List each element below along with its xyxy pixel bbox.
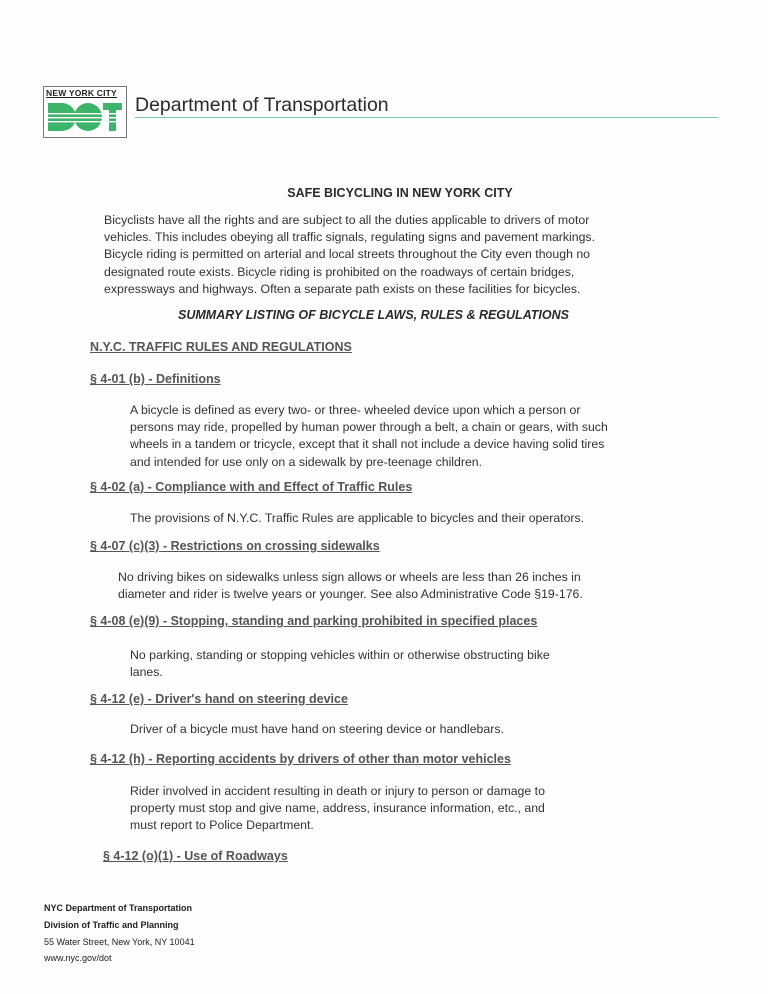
- text-line: expressways and highways. Often a separate path exists on these facilities for bicycles.: [104, 281, 581, 296]
- section-heading: § 4-02 (a) - Compliance with and Effect of Traffic Rules: [90, 480, 413, 494]
- nyc-dot-logo: [43, 86, 127, 138]
- footer-org: NYC Department of Transportation: [44, 903, 193, 913]
- section-text: [130, 402, 608, 471]
- text-line: lanes.: [130, 665, 163, 680]
- document-title: SAFE BICYCLING IN NEW YORK CITY: [287, 186, 513, 200]
- text-line: A bicycle is defined as every two- or three- wheeled device upon which a person or: [130, 403, 581, 417]
- section-text: [130, 647, 550, 681]
- section-heading: § 4-08 (e)(9) - Stopping, standing and parking prohibited in specified places: [90, 614, 538, 628]
- text-line: No parking, standing or stopping vehicles within or otherwise obstructing bike: [130, 648, 550, 662]
- footer-division: Division of Traffic and Planning: [44, 920, 179, 930]
- section-text: [130, 510, 584, 527]
- section-text: [118, 569, 583, 603]
- text-line: and intended for use only on a sidewalk by pre-teenage children.: [130, 454, 483, 469]
- text-line: Bicycle riding is permitted on arterial and local streets throughout the City even though no: [104, 247, 590, 262]
- text-line: diameter and rider is twelve years or younger. See also Administrative Code §19-176.: [118, 587, 583, 602]
- section-text: [130, 721, 504, 738]
- text-line: vehicles. This includes obeying all traffic signals, regulating signs and pavement markings.: [104, 230, 595, 245]
- text-line: wheels in a tandem or tricycle, except that it shall not include a device having solid tires: [130, 437, 605, 452]
- text-line: persons may ride, propelled by human power through a belt, a chain or gears, with such: [130, 420, 608, 435]
- section-heading: § 4-12 (o)(1) - Use of Roadways: [103, 849, 288, 863]
- footer-address: 55 Water Street, New York, NY 10041: [44, 937, 195, 947]
- intro-paragraph: [104, 212, 595, 298]
- dot-logo-icon: [48, 101, 122, 133]
- text-line: The provisions of N.Y.C. Traffic Rules are applicable to bicycles and their operators.: [130, 511, 585, 525]
- department-title: Department of Transportation: [135, 94, 389, 116]
- section-heading: § 4-07 (c)(3) - Restrictions on crossing sidewalks: [90, 539, 380, 553]
- section-heading: § 4-01 (b) - Definitions: [90, 372, 221, 386]
- footer-url[interactable]: www.nyc.gov/dot: [44, 953, 112, 963]
- text-line: Rider involved in accident resulting in death or injury to person or damage to: [130, 784, 545, 798]
- header-divider: [135, 117, 718, 118]
- text-line: Bicyclists have all the rights and are subject to all the duties applicable to drivers of motor: [104, 213, 590, 227]
- text-line: Driver of a bicycle must have hand on steering device or handlebars.: [130, 722, 504, 736]
- section-heading: § 4-12 (h) - Reporting accidents by drivers of other than motor vehicles: [90, 752, 511, 766]
- logo-text: NEW YORK CITY: [46, 88, 117, 98]
- section-text: [130, 783, 545, 835]
- text-line: must report to Police Department.: [130, 818, 314, 833]
- section-heading: § 4-12 (e) - Driver's hand on steering device: [90, 692, 348, 706]
- text-line: property must stop and give name, address, insurance information, etc., and: [130, 801, 545, 816]
- summary-heading: SUMMARY LISTING OF BICYCLE LAWS, RULES & REGULATIONS: [178, 308, 569, 322]
- text-line: No driving bikes on sidewalks unless sign allows or wheels are less than 26 inches in: [118, 570, 581, 584]
- text-line: designated route exists. Bicycle riding is prohibited on the roadways of certain bridges,: [104, 264, 575, 279]
- rules-heading: N.Y.C. TRAFFIC RULES AND REGULATIONS: [90, 340, 352, 354]
